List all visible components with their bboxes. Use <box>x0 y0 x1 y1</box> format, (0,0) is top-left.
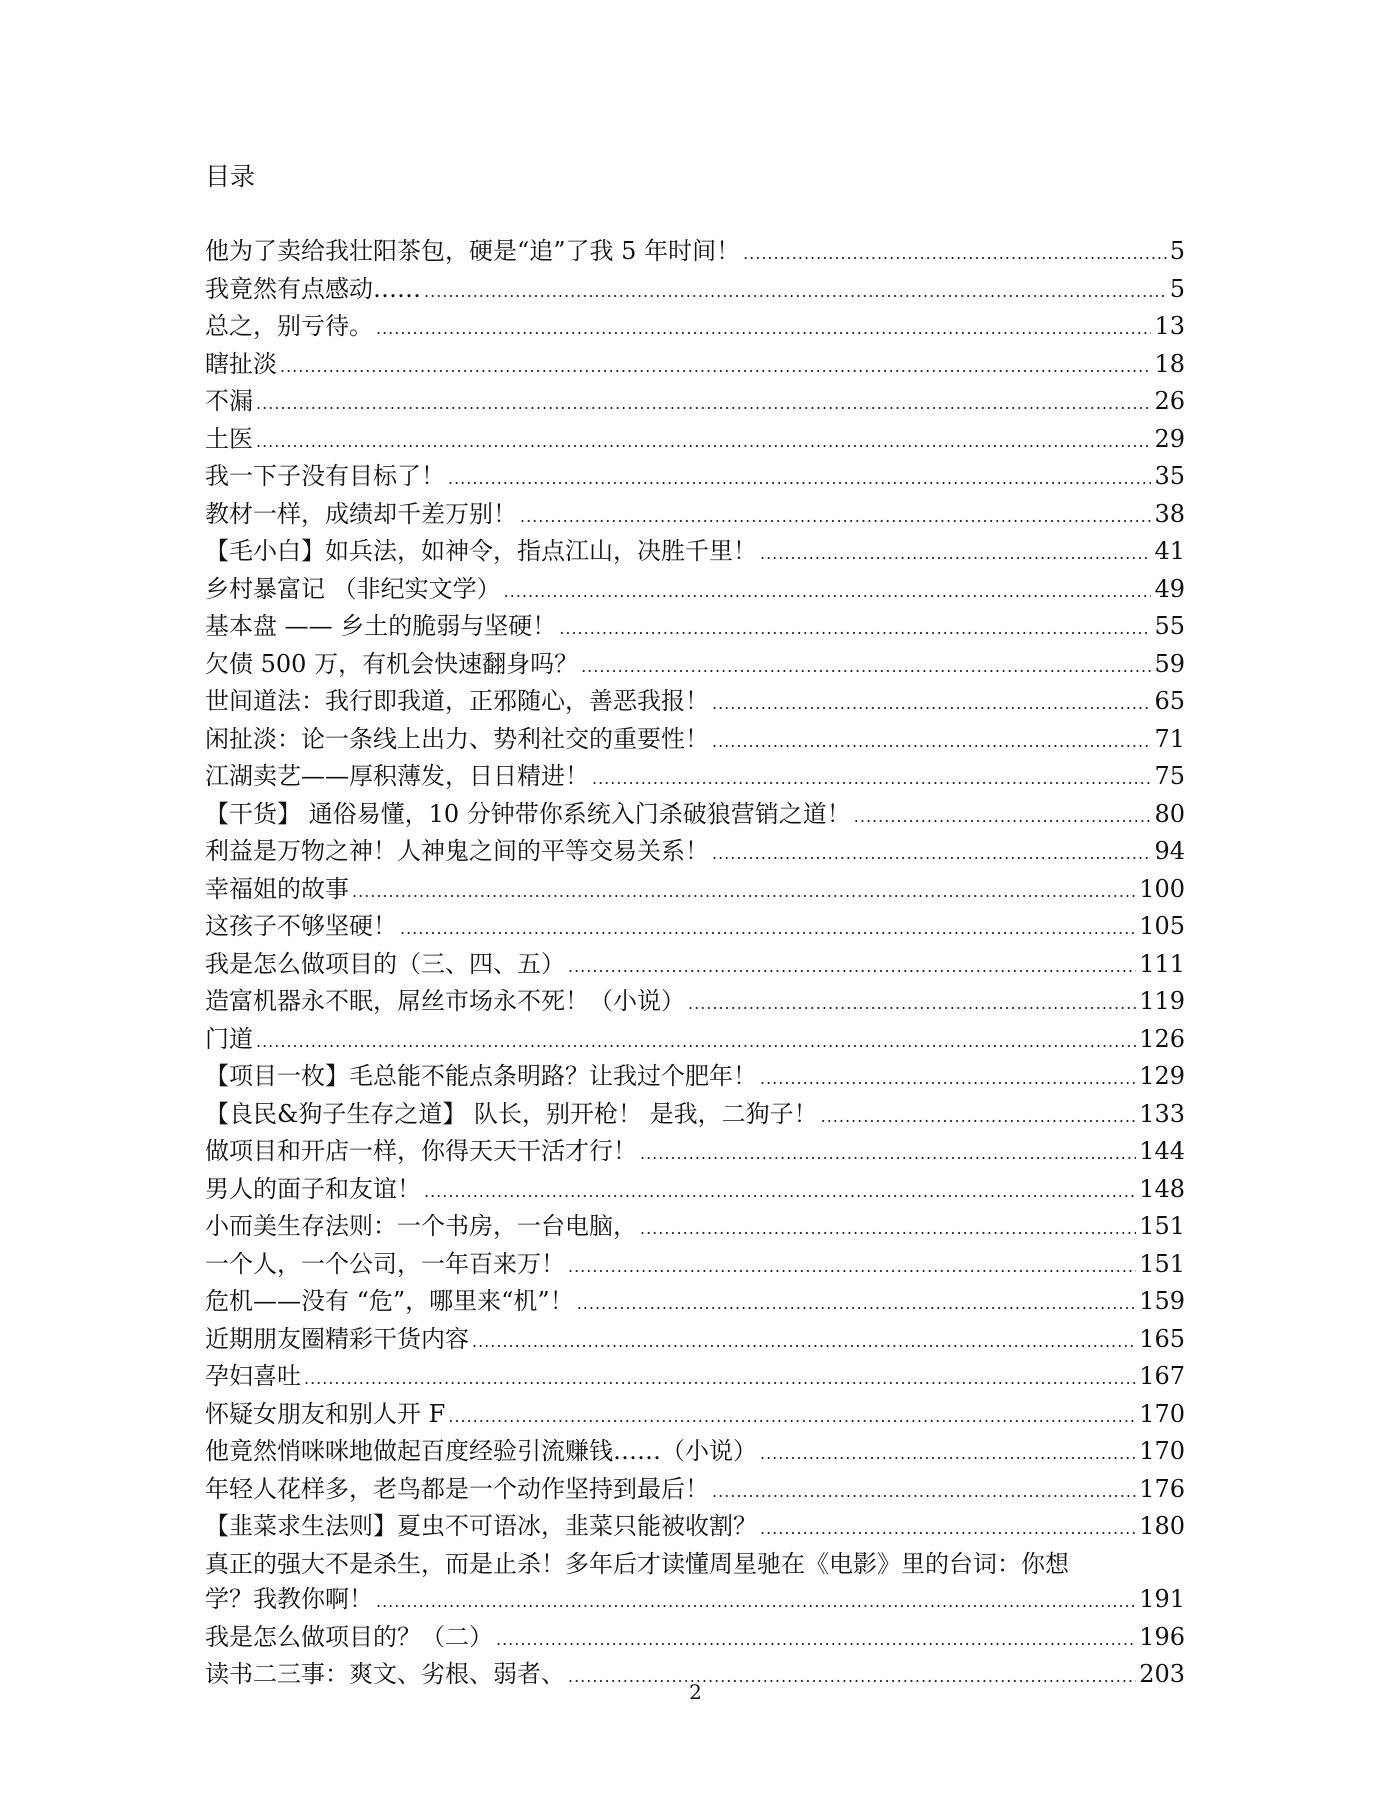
toc-entry[interactable] <box>205 872 1185 910</box>
toc-entry-title: 欠债 500 万，有机会快速翻身吗？ <box>205 649 579 678</box>
toc-entry-page-number: 148 <box>1139 1174 1185 1203</box>
toc-entry-title: 年轻人花样多，老鸟都是一个动作坚持到最后！ <box>205 1474 709 1503</box>
toc-entry-title: 瞎扯淡 <box>205 349 277 378</box>
toc-entry-page-number: 75 <box>1154 762 1185 790</box>
toc-entry-page-number: 80 <box>1154 799 1185 828</box>
toc-entry-title: 我竟然有点感动…… <box>205 274 421 303</box>
toc-entry-title: 做项目和开店一样，你得天天干活才行！ <box>205 1137 637 1165</box>
toc-entry[interactable] <box>205 422 1185 460</box>
toc-entry-title: 【干货】 通俗易懂，10 分钟带你系统入门杀破狼营销之道！ <box>205 799 851 828</box>
toc-entry[interactable] <box>205 1134 1185 1172</box>
dot-leader <box>280 349 1151 385</box>
dot-leader <box>520 499 1151 535</box>
toc-entry-title: 不漏 <box>205 387 253 415</box>
toc-entry[interactable] <box>205 797 1185 835</box>
toc-entry-title: 教材一样，成绩却千差万别！ <box>205 499 517 528</box>
toc-entry-title: 近期朋友圈精彩干货内容 <box>205 1324 469 1353</box>
toc-entry-title: 基本盘 —— 乡土的脆弱与坚硬！ <box>205 612 557 640</box>
toc-heading: 目录 <box>205 162 256 191</box>
toc-entry-title: 利益是万物之神！人神鬼之间的平等交易关系！ <box>205 837 709 865</box>
toc-entry[interactable] <box>205 722 1185 760</box>
toc-entry-title: 【项目一枚】毛总能不能点条明路？让我过个肥年！ <box>205 1062 757 1090</box>
toc-entry[interactable] <box>205 1509 1185 1547</box>
dot-leader <box>577 1286 1136 1322</box>
toc-entry-page-number: 5 <box>1169 274 1185 303</box>
toc-entry-page-number: 94 <box>1154 837 1185 865</box>
toc-entry-page-number: 13 <box>1154 312 1185 340</box>
dot-leader <box>448 461 1151 497</box>
toc-entry[interactable] <box>205 909 1185 947</box>
toc-page <box>205 160 1185 1695</box>
toc-entry-title-line2: 学？我教你啊！ <box>205 1585 373 1613</box>
toc-entry[interactable] <box>205 1434 1185 1472</box>
toc-entry-title: 幸福姐的故事 <box>205 874 349 903</box>
toc-list <box>205 234 1185 1695</box>
toc-entry-title: 乡村暴富记 （非纪实文学） <box>205 574 501 603</box>
toc-entry-title: 我是怎么做项目的？（二） <box>205 1622 493 1651</box>
dot-leader <box>504 574 1152 610</box>
toc-entry-page-number: 55 <box>1154 612 1185 640</box>
toc-entry-title: 小而美生存法则：一个书房，一台电脑， <box>205 1212 637 1240</box>
toc-entry-title: 一个人，一个公司，一年百来万！ <box>205 1249 565 1278</box>
dot-leader <box>760 536 1151 572</box>
toc-entry[interactable] <box>205 1397 1185 1435</box>
page-number: 2 <box>689 1680 702 1704</box>
toc-entry-title: 孕妇喜吐 <box>205 1362 301 1390</box>
dot-leader <box>640 1211 1136 1247</box>
toc-entry[interactable] <box>205 1209 1185 1247</box>
toc-entry-title: 世间道法：我行即我道，正邪随心，善恶我报！ <box>205 687 709 715</box>
toc-entry-page-number: 111 <box>1139 949 1185 978</box>
dot-leader <box>712 686 1151 722</box>
dot-leader <box>256 1024 1136 1060</box>
dot-leader <box>688 986 1136 1022</box>
toc-entry-title: 江湖卖艺——厚积薄发，日日精进！ <box>205 762 589 790</box>
toc-entry-title: 我一下子没有目标了！ <box>205 462 445 490</box>
toc-entry-page-number: 18 <box>1154 349 1185 378</box>
dot-leader <box>760 1436 1136 1472</box>
toc-entry-page-number: 165 <box>1139 1324 1185 1353</box>
toc-entry[interactable] <box>205 834 1185 872</box>
toc-entry[interactable] <box>205 347 1185 385</box>
toc-entry-page-number: 176 <box>1139 1474 1185 1503</box>
toc-entry[interactable] <box>205 1059 1185 1097</box>
dot-leader <box>581 649 1151 685</box>
dot-leader <box>559 611 1151 647</box>
toc-entry[interactable] <box>205 1359 1185 1397</box>
toc-entry-page-number: 180 <box>1139 1512 1185 1540</box>
toc-entry[interactable] <box>205 1620 1185 1658</box>
toc-entry-page-number: 5 <box>1169 237 1185 265</box>
toc-entry-title: 【毛小白】如兵法，如神令，指点江山，决胜千里！ <box>205 537 757 565</box>
toc-entry-page-number: 29 <box>1154 424 1185 453</box>
toc-entry-page-number: 133 <box>1139 1099 1185 1128</box>
toc-entry-title-line1: 真正的强大不是杀生，而是止杀！多年后才读懂周星驰在《电影》里的台词：你想 <box>205 1549 1069 1578</box>
toc-entry-page-number: 65 <box>1154 687 1185 715</box>
toc-entry-title: 危机——没有 “危”，哪里来“机”！ <box>205 1287 574 1315</box>
toc-entry-page-number: 100 <box>1139 874 1185 903</box>
toc-entry-page-number: 159 <box>1139 1287 1185 1315</box>
dot-leader <box>376 311 1151 347</box>
toc-entry[interactable] <box>205 984 1185 1022</box>
dot-leader <box>400 911 1136 947</box>
toc-entry[interactable] <box>205 609 1185 647</box>
dot-leader <box>640 1136 1136 1172</box>
dot-leader <box>712 1474 1136 1510</box>
toc-entry-title: 我是怎么做项目的（三、四、五） <box>205 949 565 978</box>
toc-entry[interactable] <box>205 1472 1185 1510</box>
toc-entry[interactable] <box>205 384 1185 422</box>
dot-leader <box>568 1249 1136 1285</box>
toc-entry[interactable] <box>205 459 1185 497</box>
toc-entry-page-number: 129 <box>1139 1062 1185 1090</box>
toc-entry[interactable] <box>205 497 1185 535</box>
toc-entry-title: 这孩子不够坚硬！ <box>205 912 397 940</box>
dot-leader <box>256 386 1151 422</box>
toc-entry[interactable] <box>205 1172 1185 1210</box>
toc-entry[interactable] <box>205 1247 1185 1285</box>
toc-entry-page-number: 105 <box>1139 912 1185 940</box>
toc-entry-title: 【良民&狗子生存之道】 队长，别开枪！ 是我，二狗子！ <box>205 1099 818 1128</box>
toc-entry-title: 【韭菜求生法则】夏虫不可语冰，韭菜只能被收割？ <box>205 1512 757 1540</box>
dot-leader <box>712 724 1151 760</box>
dot-leader <box>256 424 1151 460</box>
toc-entry-page-number: 26 <box>1154 387 1185 415</box>
toc-entry[interactable] <box>205 1547 1185 1620</box>
toc-entry-title: 造富机器永不眠，屌丝市场永不死！（小说） <box>205 987 685 1015</box>
toc-entry[interactable] <box>205 572 1185 610</box>
toc-entry[interactable] <box>205 1284 1185 1322</box>
toc-entry[interactable] <box>205 759 1185 797</box>
toc-entry-page-number: 38 <box>1154 499 1185 528</box>
toc-entry[interactable] <box>205 947 1185 985</box>
toc-entry-page-number: 170 <box>1139 1399 1185 1428</box>
dot-leader <box>712 836 1151 872</box>
toc-entry-title: 闲扯淡：论一条线上出力、势利社交的重要性！ <box>205 724 709 753</box>
toc-entry[interactable] <box>205 1022 1185 1060</box>
dot-leader <box>448 1399 1136 1435</box>
dot-leader <box>304 1361 1136 1397</box>
dot-leader <box>424 1174 1136 1210</box>
dot-leader <box>743 236 1167 272</box>
dot-leader <box>352 874 1136 910</box>
toc-entry-page-number: 59 <box>1154 649 1185 678</box>
toc-entry-page-number: 191 <box>1139 1585 1185 1613</box>
toc-entry[interactable] <box>205 534 1185 572</box>
dot-leader <box>760 1061 1136 1097</box>
toc-entry[interactable] <box>205 309 1185 347</box>
toc-entry-page-number: 71 <box>1154 724 1185 753</box>
toc-entry-page-number: 167 <box>1139 1362 1185 1390</box>
toc-entry-title: 读书二三事：爽文、劣根、弱者、 <box>205 1660 565 1688</box>
toc-entry-page-number: 119 <box>1139 987 1185 1015</box>
toc-entry-page-number: 170 <box>1139 1437 1185 1465</box>
toc-entry-title: 门道 <box>205 1024 253 1053</box>
toc-entry[interactable] <box>205 684 1185 722</box>
toc-entry-page-number: 151 <box>1139 1212 1185 1240</box>
toc-entry-title: 怀疑女朋友和别人开 F <box>205 1399 446 1428</box>
toc-entry-page-number: 41 <box>1154 537 1185 565</box>
dot-leader <box>568 949 1136 985</box>
dot-leader <box>496 1622 1136 1658</box>
toc-entry[interactable] <box>205 272 1185 310</box>
toc-entry-title: 土医 <box>205 424 253 453</box>
toc-entry[interactable] <box>205 1097 1185 1135</box>
toc-entry-title: 男人的面子和友谊！ <box>205 1174 421 1203</box>
dot-leader <box>376 1584 1136 1620</box>
toc-entry-page-number: 144 <box>1139 1137 1185 1165</box>
dot-leader <box>760 1511 1136 1547</box>
toc-entry-page-number: 151 <box>1139 1249 1185 1278</box>
toc-entry-page-number: 35 <box>1154 462 1185 490</box>
toc-entry-title: 他竟然悄咪咪地做起百度经验引流赚钱……（小说） <box>205 1437 757 1465</box>
dot-leader <box>472 1324 1136 1360</box>
dot-leader <box>821 1099 1137 1135</box>
toc-entry[interactable] <box>205 234 1185 272</box>
toc-entry-page-number: 126 <box>1139 1024 1185 1053</box>
toc-entry[interactable] <box>205 647 1185 685</box>
toc-entry-page-number: 203 <box>1139 1660 1185 1688</box>
toc-entry-title: 他为了卖给我壮阳茶包，硬是“追”了我 5 年时间！ <box>205 237 741 265</box>
dot-leader <box>854 799 1152 835</box>
dot-leader <box>592 761 1151 797</box>
toc-entry-title-line2-row <box>205 1582 1185 1620</box>
toc-entry-title: 总之，别亏待。 <box>205 312 373 340</box>
toc-entry-page-number: 196 <box>1139 1622 1185 1651</box>
toc-entry[interactable] <box>205 1322 1185 1360</box>
dot-leader <box>424 274 1167 310</box>
toc-entry-page-number: 49 <box>1154 574 1185 603</box>
